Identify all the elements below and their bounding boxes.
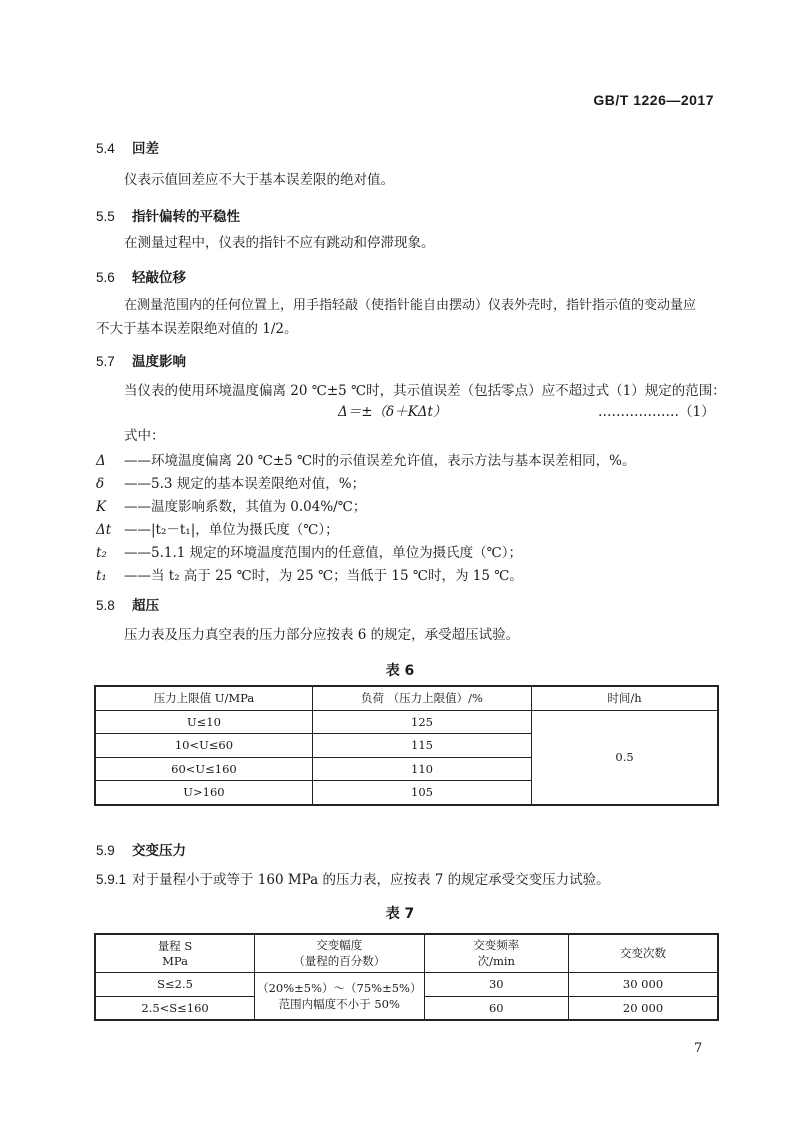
definition-text: ——环境温度偏离 20 ℃±5 ℃时的示值误差允许值，表示方法与基本误差相同，%。	[124, 453, 636, 469]
definition-item	[96, 449, 635, 469]
definition-text: ——|t₂－t₁|，单位为摄氏度（℃）；	[124, 522, 339, 538]
table-row	[95, 710, 718, 734]
table-7-caption: 表 7	[385, 906, 415, 922]
section-text: 对于量程小于或等于 160 MPa 的压力表，应按表 7 的规定承受交变压力试验。	[132, 872, 610, 888]
definition-symbol: t₁	[96, 568, 107, 584]
formula-number: ………………（1）	[598, 404, 715, 420]
header-line: 次/min	[477, 954, 515, 969]
definition-item	[96, 495, 366, 515]
table-cell: U≤10	[95, 710, 312, 734]
definition-item	[96, 564, 523, 584]
where-label: 式中：	[124, 428, 165, 444]
table-header-row	[95, 686, 718, 710]
table-row	[95, 972, 718, 996]
table-cell: 60	[424, 996, 569, 1020]
section-5-7-heading	[96, 350, 186, 370]
section-number: 5.8	[96, 598, 115, 613]
page-number: 7	[694, 1041, 703, 1056]
section-5-4-heading	[96, 137, 159, 157]
section-number: 5.5	[96, 209, 115, 224]
definition-symbol: K	[96, 499, 107, 515]
section-5-8-text: 压力表及压力真空表的压力部分应按表 6 的规定，承受超压试验。	[124, 627, 520, 643]
definition-symbol: t₂	[96, 545, 107, 561]
standard-number: GB/T 1226—2017	[593, 92, 714, 108]
table-cell: 30 000	[569, 972, 718, 996]
section-title: 交变压力	[132, 843, 186, 859]
section-5-5-text: 在测量过程中，仪表的指针不应有跳动和停滞现象。	[124, 235, 435, 251]
table-header-row	[95, 934, 718, 972]
section-number: 5.6	[96, 270, 115, 285]
section-5-6-heading	[96, 266, 186, 286]
table-cell: 105	[312, 781, 531, 805]
definition-text: ——5.3 规定的基本误差限绝对值，%；	[124, 476, 366, 492]
table-cell: 110	[312, 757, 531, 781]
section-number: 5.4	[96, 141, 115, 156]
definition-item	[96, 518, 339, 538]
table-header-cell: 负荷 （压力上限值）/%	[312, 686, 531, 710]
definition-symbol: Δ	[96, 453, 106, 469]
table-header-cell	[95, 934, 255, 972]
header-line: MPa	[162, 954, 188, 969]
table-7	[94, 933, 719, 1021]
section-5-6-text-line2: 不大于基本误差限绝对值的 1/2。	[96, 321, 298, 337]
header-line: 交变频率	[473, 938, 520, 953]
definition-symbol: δ	[96, 476, 105, 492]
section-5-9-heading	[96, 839, 186, 859]
table-cell: U>160	[95, 781, 312, 805]
definition-text: ——当 t₂ 高于 25 ℃时，为 25 ℃；当低于 15 ℃时，为 15 ℃。	[124, 568, 523, 584]
section-5-9-1	[96, 869, 610, 891]
table-6	[94, 685, 719, 806]
table-header-cell: 交变次数	[569, 934, 718, 972]
table-cell: 10<U≤60	[95, 734, 312, 758]
table-cell-time: 0.5	[532, 710, 718, 805]
amplitude-line: （20%±5%）～（75%±5%）	[257, 980, 422, 995]
table-header-cell	[255, 934, 424, 972]
table-cell: 2.5<S≤160	[95, 996, 255, 1020]
table-cell: S≤2.5	[95, 972, 255, 996]
definition-text: ——温度影响系数，其值为 0.04%/℃；	[124, 499, 367, 515]
header-line: （量程的百分数）	[293, 954, 386, 969]
section-5-8-heading	[96, 594, 159, 614]
formula: Δ＝±（δ＋KΔt）	[338, 404, 447, 420]
section-number: 5.9.1	[96, 872, 127, 887]
section-title: 轻敲位移	[132, 270, 186, 286]
header-line: 交变幅度	[316, 938, 363, 953]
table-cell: 125	[312, 710, 531, 734]
table-header-cell: 压力上限值 U/MPa	[95, 686, 312, 710]
section-5-7-text: 当仪表的使用环境温度偏离 20 ℃±5 ℃时，其示值误差（包括零点）应不超过式（1）规定的范围：	[124, 383, 726, 399]
section-number: 5.7	[96, 354, 115, 369]
table-cell: 30	[424, 972, 569, 996]
definition-item	[96, 541, 522, 561]
amplitude-line: 范围内幅度不小于 50%	[278, 996, 400, 1011]
table-cell: 115	[312, 734, 531, 758]
table-cell: 60<U≤160	[95, 757, 312, 781]
section-5-4-text: 仪表示值回差应不大于基本误差限的绝对值。	[124, 172, 394, 188]
section-title: 超压	[132, 598, 159, 614]
section-title: 指针偏转的平稳性	[132, 209, 240, 225]
section-title: 温度影响	[132, 354, 186, 370]
section-5-6-text-line1: 在测量范围内的任何位置上，用手指轻敲（使指针能自由摆动）仪表外壳时，指针指示值的变动量应	[124, 298, 697, 313]
header-line: 量程 S	[157, 939, 193, 954]
section-title: 回差	[132, 141, 159, 157]
definition-symbol: Δt	[96, 522, 112, 538]
table-cell-amplitude	[255, 972, 424, 1020]
section-number: 5.9	[96, 843, 115, 858]
definition-item	[96, 472, 365, 492]
table-6-caption: 表 6	[385, 663, 415, 679]
table-header-cell: 时间/h	[532, 686, 718, 710]
table-header-cell	[424, 934, 569, 972]
section-5-5-heading	[96, 205, 240, 225]
table-cell: 20 000	[569, 996, 718, 1020]
definition-text: ——5.1.1 规定的环境温度范围内的任意值，单位为摄氏度（℃）；	[124, 545, 522, 561]
